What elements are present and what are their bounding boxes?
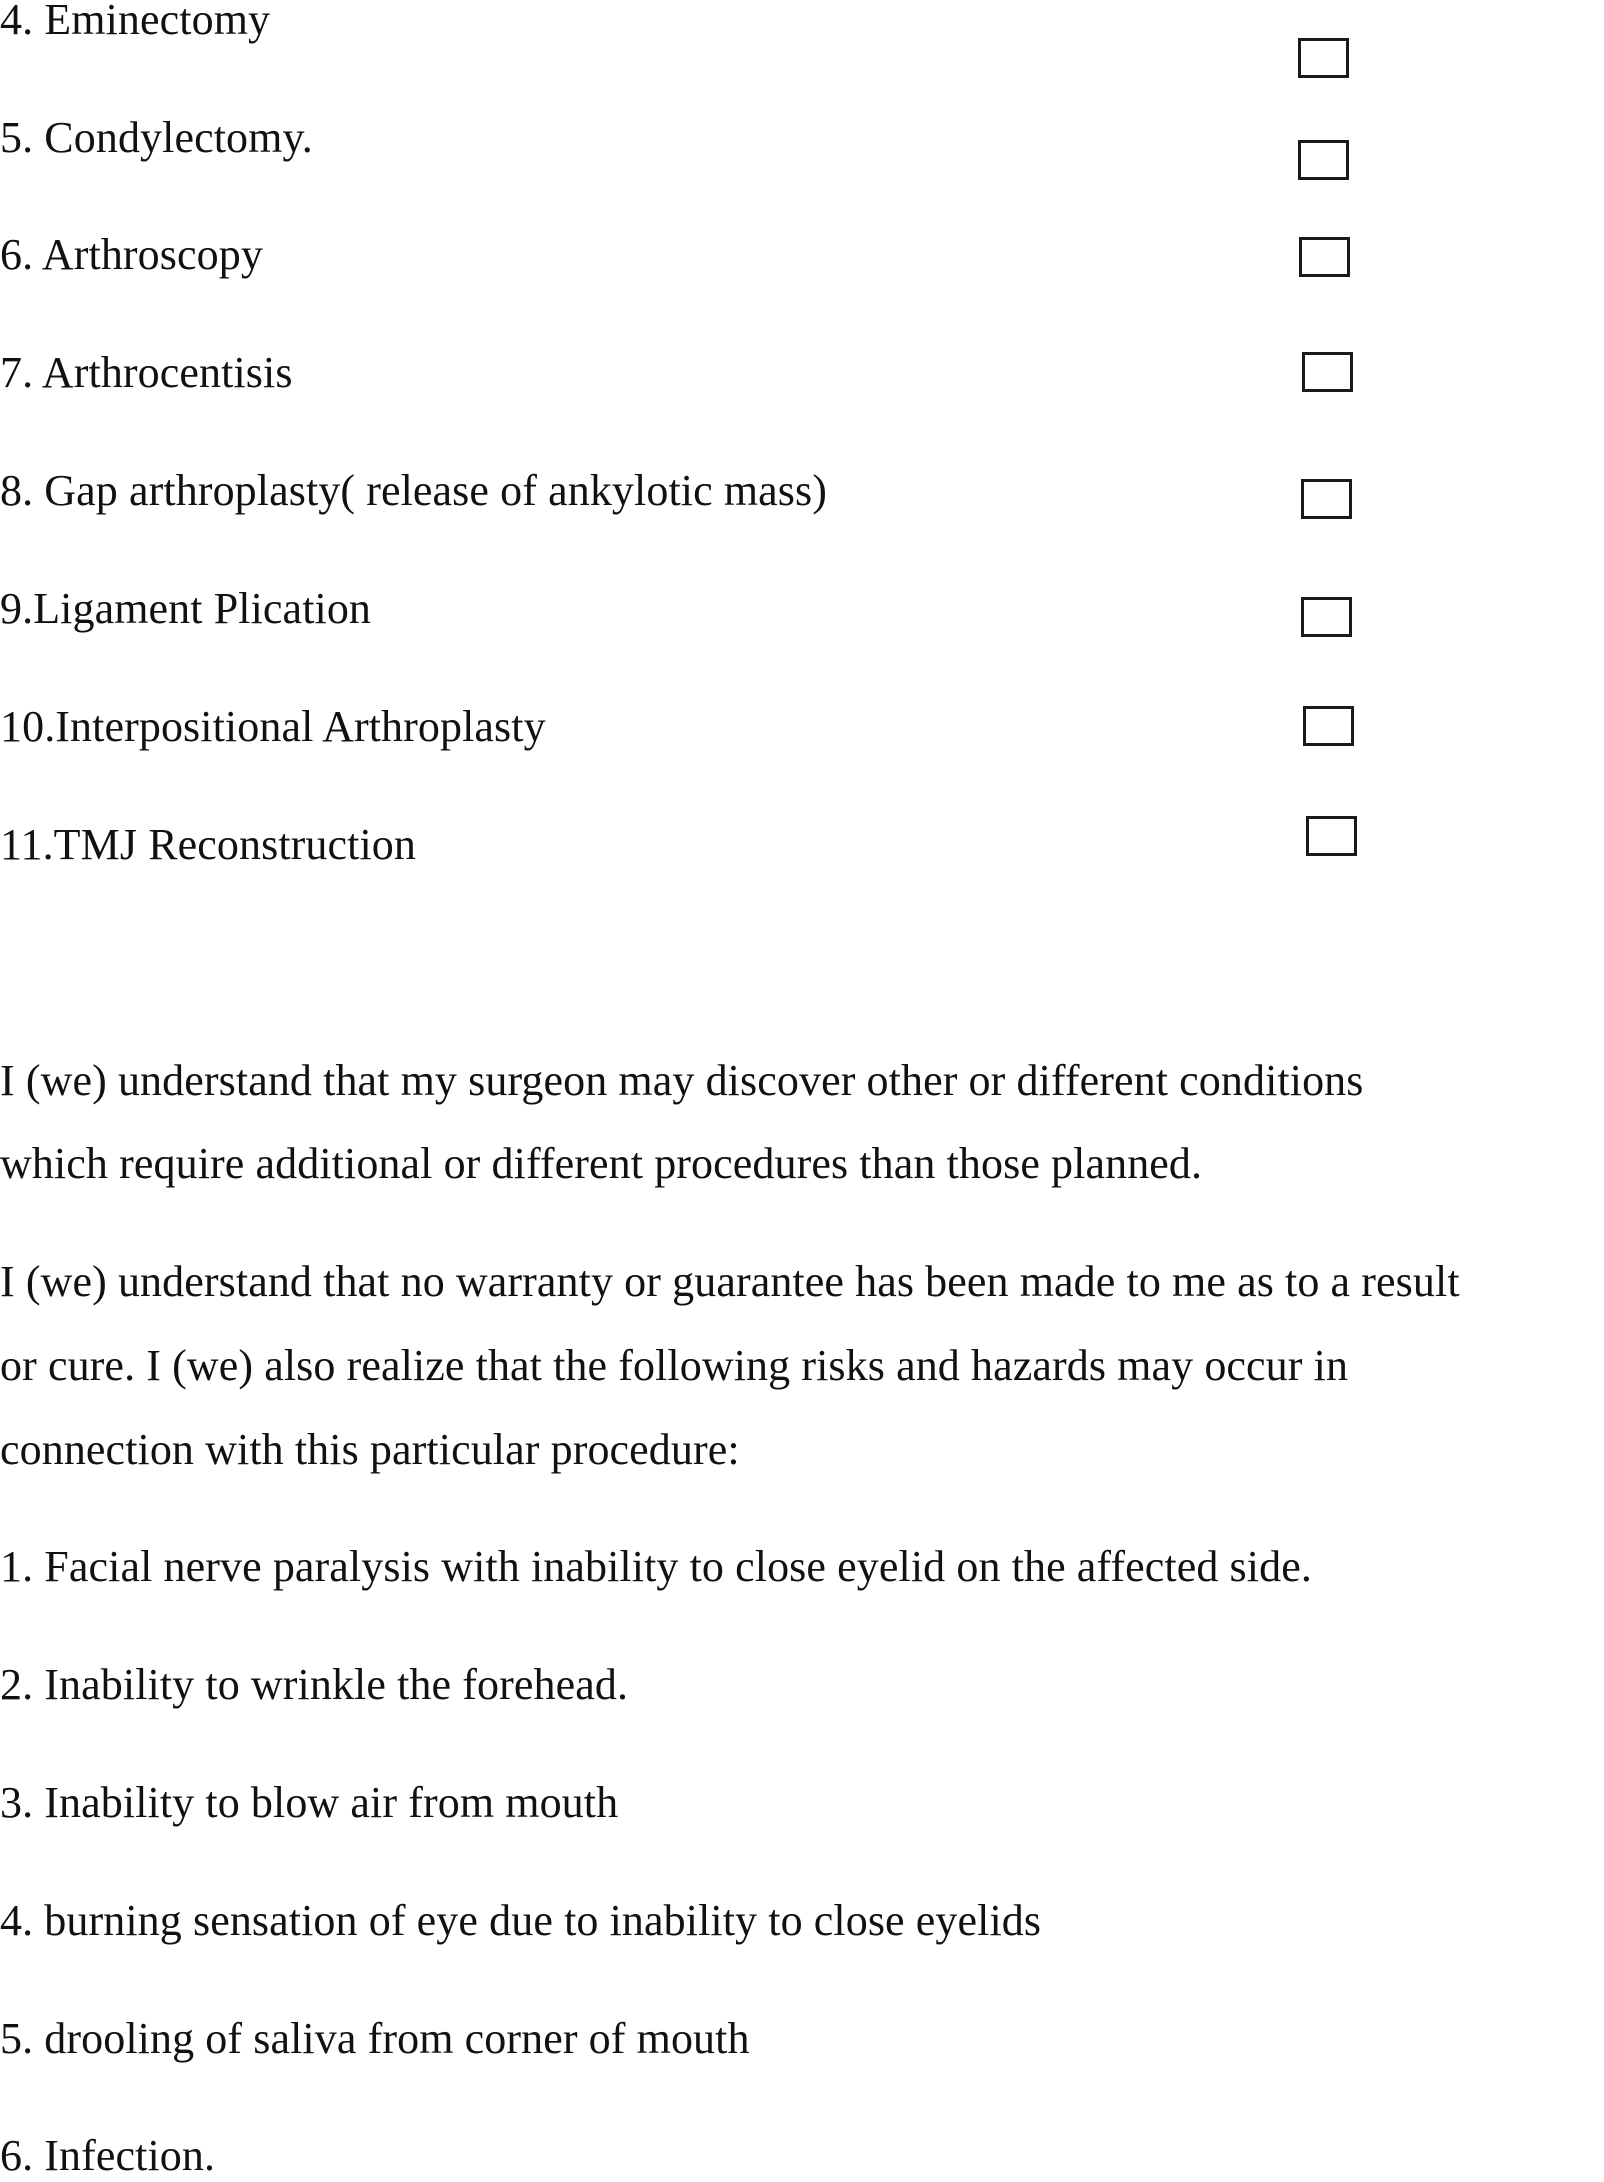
procedure-checkbox-arthroscopy[interactable] [1299, 237, 1350, 277]
risk-item: 6. Infection. [0, 2131, 216, 2180]
procedure-checkbox-eminectomy[interactable] [1298, 38, 1349, 78]
procedure-item-label: 4. Eminectomy [0, 0, 271, 44]
procedure-checkbox-gap-arthroplasty[interactable] [1301, 479, 1352, 519]
procedure-item-label: 10.Interpositional Arthroplasty [0, 702, 546, 751]
paragraph-line: or cure. I (we) also realize that the following risks and hazards may occur in [0, 1341, 1349, 1390]
procedure-checkbox-tmj-reconstruction[interactable] [1306, 816, 1357, 856]
procedure-item-label: 9.Ligament Plication [0, 584, 372, 633]
procedure-item-label: 7. Arthrocentisis [0, 348, 293, 397]
paragraph-line: which require additional or different procedures than those planned. [0, 1139, 1203, 1188]
risk-item: 3. Inability to blow air from mouth [0, 1778, 619, 1827]
procedure-checkbox-condylectomy[interactable] [1298, 140, 1349, 180]
procedure-item-label: 8. Gap arthroplasty( release of ankylotic mass) [0, 466, 827, 515]
risk-item: 4. burning sensation of eye due to inability to close eyelids [0, 1896, 1042, 1945]
procedure-checkbox-arthrocentisis[interactable] [1302, 352, 1353, 392]
procedure-item-label: 6. Arthroscopy [0, 230, 263, 279]
procedure-checkbox-ligament-plication[interactable] [1301, 597, 1352, 637]
paragraph-line: I (we) understand that my surgeon may discover other or different conditions [0, 1056, 1364, 1105]
paragraph-line: I (we) understand that no warranty or guarantee has been made to me as to a result [0, 1257, 1460, 1306]
paragraph-line: connection with this particular procedure: [0, 1425, 740, 1474]
procedure-checkbox-interpositional-arthroplasty[interactable] [1303, 706, 1354, 746]
procedure-item-label: 11.TMJ Reconstruction [0, 820, 416, 869]
risk-item: 5. drooling of saliva from corner of mouth [0, 2014, 750, 2063]
risk-item: 2. Inability to wrinkle the forehead. [0, 1660, 629, 1709]
procedure-item-label: 5. Condylectomy. [0, 113, 313, 162]
risk-item: 1. Facial nerve paralysis with inability to close eyelid on the affected side. [0, 1542, 1312, 1591]
